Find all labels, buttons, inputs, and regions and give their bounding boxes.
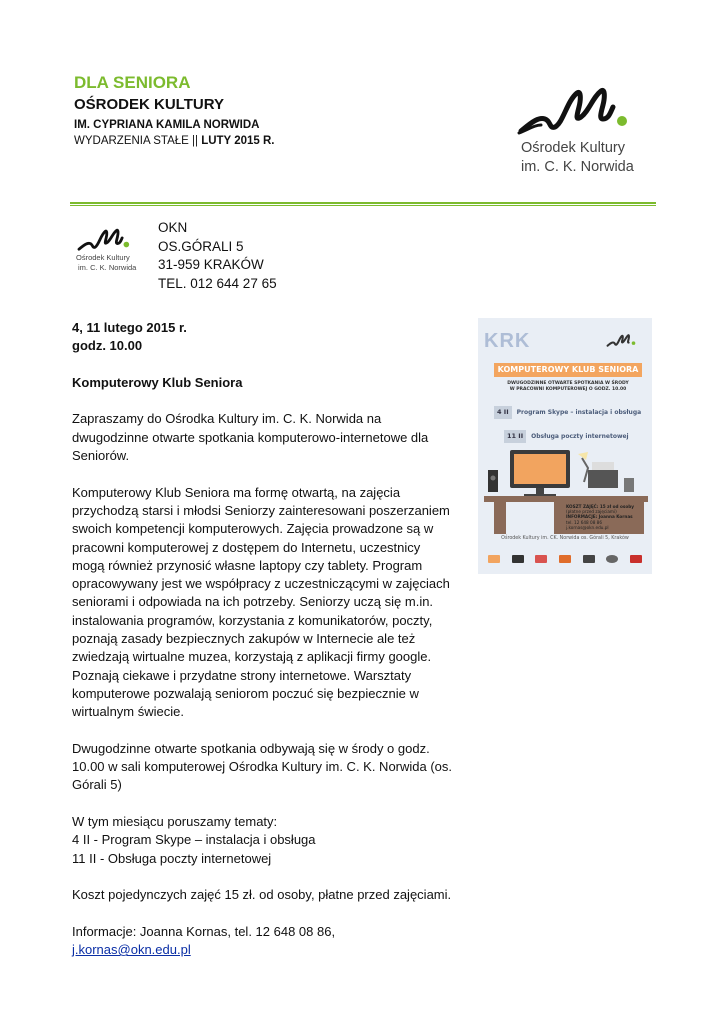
poster-info-tel: tel. 12 648 08 86 [566,519,603,525]
logo-small-line2: im. C. K. Norwida [78,263,137,272]
poster-krk-logo: KRK [484,330,531,352]
poster-info-block [566,504,646,530]
header [74,72,494,149]
description-line: swoich kompetencji komputerowych. Zajęcia prowadzone są w [72,521,434,537]
event-date: 4, 11 lutego 2015 r. [72,320,187,335]
address-city: 31-959 KRAKÓW [158,257,264,272]
category-heading: DLA SENIORA [74,73,191,92]
topic-item: 11 II - Obsługa poczty internetowej [72,850,272,866]
logo-text-line1: Ośrodek Kultury [521,140,625,156]
poster-topic-num: 11 II [504,430,526,443]
address-street: OS.GÓRALI 5 [158,238,244,254]
poster-topic-text: Program Skype – instalacja i obsługa [516,409,642,416]
event-poster [478,318,652,574]
poster-topic-row [504,430,629,443]
poster-topic-row [494,406,641,419]
poster-subtitle1: DWUGODZINNE OTWARTE SPOTKANIA W ŚRODY [507,381,629,386]
intro-line: dwugodzinne otwarte spotkania komputerowo-internetowe dla [72,429,429,445]
logo-small-line1: Ośrodek Kultury [76,253,130,262]
description-line: komputerowe pozwalają seniorom poczuć się bezpiecznie w [72,685,419,701]
address-block [158,219,277,293]
address-name: OKN [158,220,188,235]
poster-info-mail: j.kornas@okn.edu.pl [566,524,609,530]
events-line [74,133,494,149]
org-logo [515,73,655,183]
poster-banner: KOMPUTEROWY KLUB SENIORA [494,363,642,377]
header-divider-top [70,202,656,204]
poster-org-logo-icon [606,328,642,350]
poster-cost: KOSZT ZAJĘĆ: 15 zł od osoby [566,504,634,509]
info-line: Informacje: Joanna Kornas, tel. 12 648 08 86, [72,923,336,939]
poster-sponsors [482,552,648,566]
description-line: wirtualnym świecie. [72,704,184,720]
description-line: instalowania programów, korzystania z komunikatorów, poczty, [72,612,433,628]
poster-cost-note: (płatne przed zajęciami) [566,509,617,515]
sponsor-logo-icon [583,555,595,563]
description-line: seniorami i odpowiada na ich potrzeby. Seniorzy uczą się m.in. [72,594,434,610]
event-time: godz. 10.00 [72,338,143,354]
description-line: pracowni komputerowej z dostępem do Internetu, uczestnicy [72,539,421,555]
logo-signature-icon [515,73,655,143]
schedule-line: Dwugodzinne otwarte spotkania odbywają się w środy o godz. [72,740,430,756]
description-line: Poznają ciekawe i przydatne strony internetowe. Warsztaty [72,667,412,683]
sponsor-logo-icon [512,555,524,563]
intro-line: Zapraszamy do Ośrodka Kultury im. C. K. Norwida na [72,411,382,427]
topics-intro: W tym miesiącu poruszamy tematy: [72,814,278,830]
poster-info: INFORMACJE: Joanna Kornas [566,514,633,520]
sponsor-logo-icon [535,555,547,563]
sponsor-logo-icon [606,555,618,563]
schedule-line: 10.00 w sali komputerowej Ośrodka Kultury im. C. K. Norwida (os. [72,759,453,775]
topic-item: 4 II - Program Skype – instalacja i obsługa [72,832,316,848]
org-name: IM. CYPRIANA KAMILA NORWIDA [74,119,260,131]
event-body [72,319,462,959]
description-line: poznają zasady bezpiecznych zakupów w Internecie ale też [72,631,416,647]
intro-line: Seniorów. [72,448,130,464]
description-line: opracowywany jest we współpracy z uczestniczącymi w zajęciach [72,576,450,592]
description-line: zwiedzają wirtualne muzea, korzystają z aplikacji firmy google. [72,649,432,665]
logo-signature-small-icon [76,222,142,252]
org-logo-small [76,222,142,274]
events-period: LUTY 2015 R. [201,135,275,147]
poster-subtitle2: W PRACOWNI KOMPUTEROWEJ O GODZ. 10.00 [509,387,627,392]
logo-text-line2: im. C. K. Norwida [521,159,634,175]
email-link[interactable]: j.kornas@okn.edu.pl [72,942,191,958]
description-line: przychodzą starsi i młodsi Seniorzy zainteresowani poszerzaniem [72,502,450,518]
description-line: mogą również przynosić własne laptopy czy tablety. Program [72,557,423,573]
events-label: WYDARZENIA STAŁE || [74,135,198,147]
sponsor-logo-icon [559,555,571,563]
poster-footer: Ośrodek Kultury im. CK. Norwida os. Górali 5, Kraków [501,536,629,541]
sponsor-logo-icon [630,555,642,563]
sponsor-logo-icon [488,555,500,563]
event-title: Komputerowy Klub Seniora [72,374,243,390]
address-phone: TEL. 012 644 27 65 [158,275,277,291]
description-line: Komputerowy Klub Seniora ma formę otwartą, na zajęcia [72,484,401,500]
org-title: OŚRODEK KULTURY [74,96,224,113]
poster-topic-num: 4 II [494,406,512,419]
schedule-line: Górali 5) [72,777,122,793]
poster-topic-text: Obsługa poczty internetowej [531,433,629,440]
cost-line: Koszt pojedynczych zajęć 15 zł. od osoby, płatne przed zajęciami. [72,887,452,903]
header-divider-bottom [70,205,656,206]
